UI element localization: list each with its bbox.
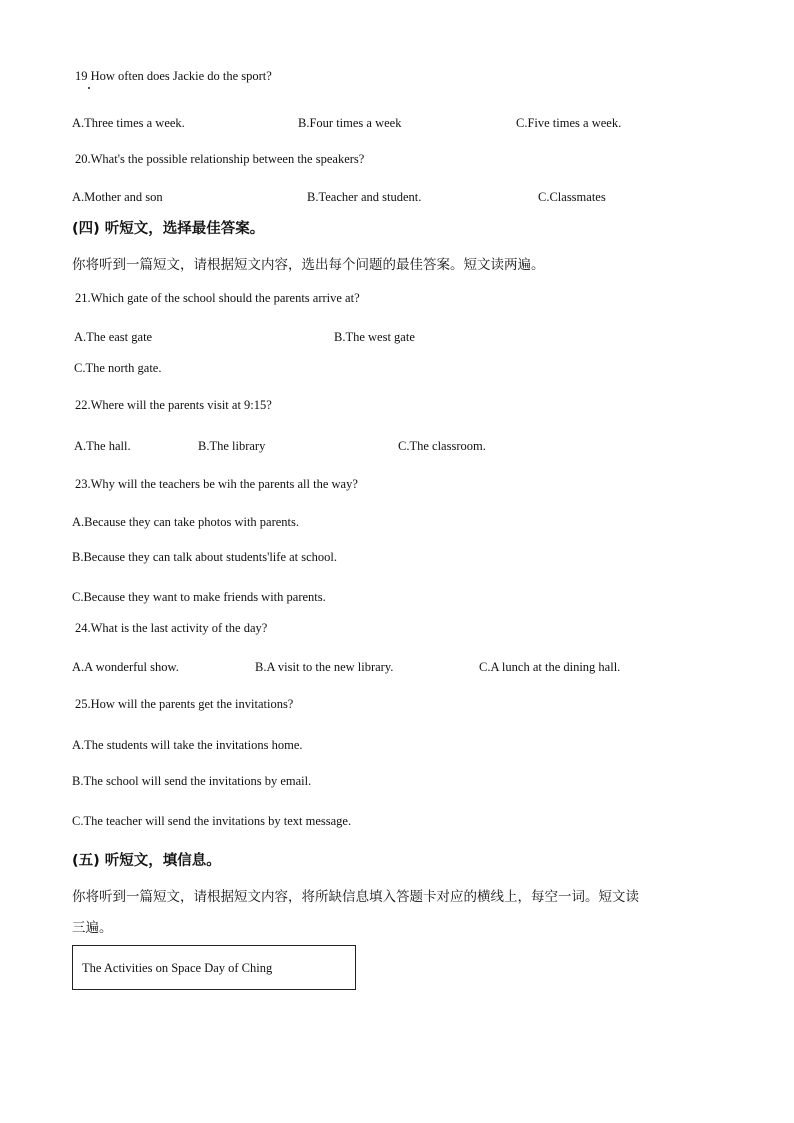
section-4-title: (四) 听短文，选择最佳答案。 <box>72 221 265 237</box>
q19-option-a: A.Three times a week. <box>72 116 185 130</box>
q24-option-c: C.A lunch at the dining hall. <box>479 660 621 674</box>
q22-option-b: B.The library <box>198 439 266 453</box>
q20-option-c: C.Classmates <box>538 190 606 204</box>
section-5-instruction-line1: 你将听到一篇短文，请根据短文内容，将所缺信息填入答题卡对应的横线上，每空一词。短文读 <box>72 889 639 905</box>
question-24: 24.What is the last activity of the day? <box>75 621 268 635</box>
q23-option-a: A.Because they can take photos with parents. <box>72 515 300 529</box>
question-23: 23.Why will the teachers be wih the parents all the way? <box>75 477 358 491</box>
q22-option-c: C.The classroom. <box>398 439 486 453</box>
q24-option-b: B.A visit to the new library. <box>255 660 394 674</box>
question-25: 25.How will the parents get the invitations? <box>75 697 294 711</box>
q21-option-b: B.The west gate <box>334 330 415 344</box>
question-19: 19 How often does Jackie do the sport? <box>75 69 272 83</box>
q20-option-b: B.Teacher and student. <box>307 190 422 204</box>
stray-dot <box>88 87 90 89</box>
section-5-instruction-line2: 三遍。 <box>72 920 113 936</box>
question-20: 20.What's the possible relationship between the speakers? <box>75 152 365 166</box>
q21-option-c: C.The north gate. <box>74 361 162 375</box>
q19-option-b: B.Four times a week <box>298 116 402 130</box>
q20-option-a: A.Mother and son <box>72 190 163 204</box>
q23-option-b: B.Because they can talk about students'life at school. <box>72 550 338 564</box>
q25-option-a: A.The students will take the invitations home. <box>72 738 303 752</box>
q25-option-c: C.The teacher will send the invitations by text message. <box>72 814 352 828</box>
q25-option-b: B.The school will send the invitations by email. <box>72 774 312 788</box>
q21-option-a: A.The east gate <box>74 330 153 344</box>
question-21: 21.Which gate of the school should the parents arrive at? <box>75 291 360 305</box>
question-22: 22.Where will the parents visit at 9:15? <box>75 398 272 412</box>
activities-table-title: The Activities on Space Day of Ching <box>82 961 273 975</box>
section-4-instruction: 你将听到一篇短文，请根据短文内容，选出每个问题的最佳答案。短文读两遍。 <box>72 257 545 273</box>
q23-option-c: C.Because they want to make friends with parents. <box>72 590 326 604</box>
q24-option-a: A.A wonderful show. <box>72 660 179 674</box>
activities-table <box>72 945 356 990</box>
section-5-title: (五) 听短文，填信息。 <box>72 853 221 869</box>
q19-option-c: C.Five times a week. <box>516 116 622 130</box>
q22-option-a: A.The hall. <box>74 439 131 453</box>
